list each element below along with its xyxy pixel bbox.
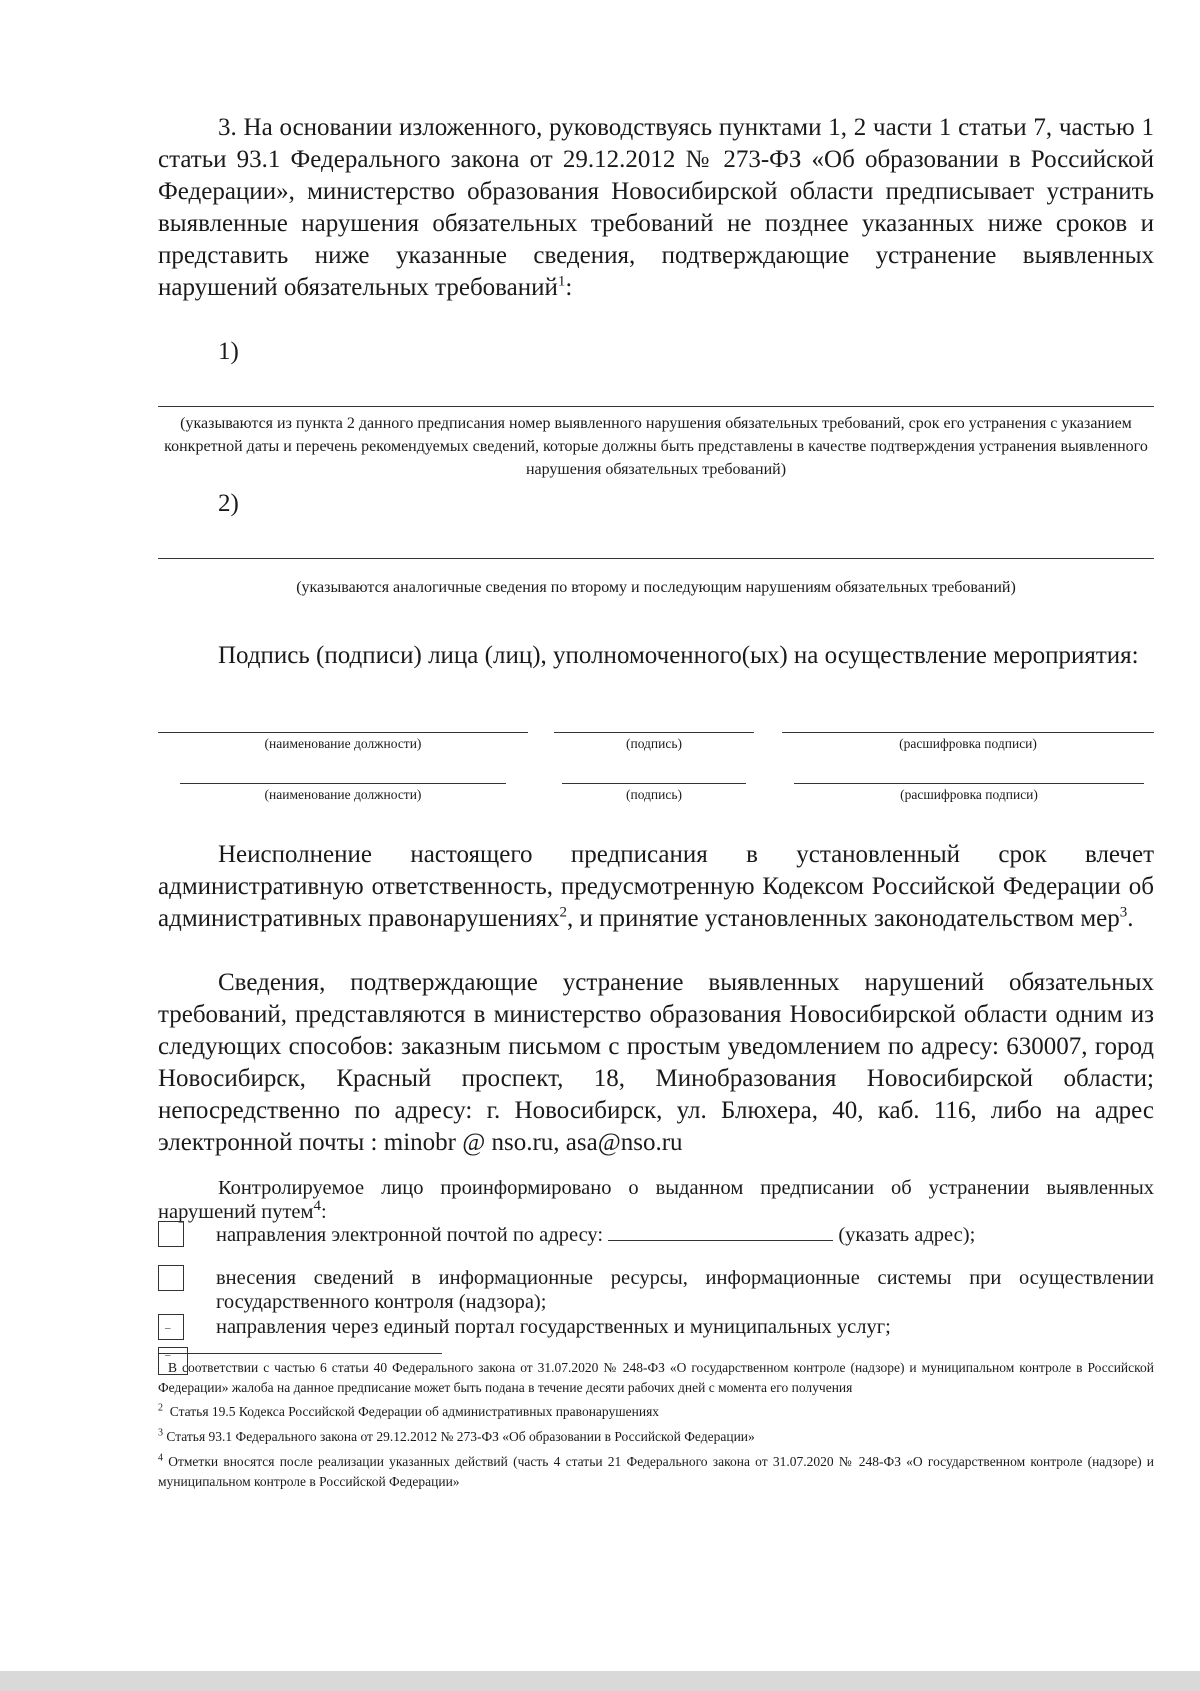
footnote-ref-1: 1 bbox=[557, 273, 566, 290]
footnote-1 bbox=[158, 1358, 1154, 1398]
footnote-4 bbox=[158, 1452, 1154, 1492]
decode-caption: (расшифровка подписи) bbox=[899, 736, 1037, 751]
footnote-4-number: 4 bbox=[158, 1452, 163, 1464]
scan-bottom-band bbox=[0, 1671, 1200, 1691]
decode-line bbox=[794, 783, 1144, 784]
position-field bbox=[158, 732, 528, 752]
footnote-1-text: В соответствии с частью 6 статьи 40 Федерального закона от 31.07.2020 № 248-ФЗ «О государственном контроле (надзоре) и муниципальном контроле в Российской Федерации» жалоба на данное предписание может быть подана в течение десяти рабочих дней с момента его получения bbox=[158, 1360, 1154, 1395]
item-1-fill-line bbox=[158, 406, 1154, 407]
option-email-text: направления электронной почтой по адресу: bbox=[216, 1224, 604, 1246]
non-compliance-paragraph bbox=[158, 839, 1154, 935]
submission-paragraph: Сведения, подтверждающие устранение выявленных нарушений обязательных требований, представляются в министерство образования Новосибирской области одним из следующих способов: заказным письмом с простым уведомлением по адресу: 630007, город Новосибирск, Красный проспект, 18, Минобразования Новосибирской области; непосредственно по адресу: г. Новосибирск, ул. Блюхера, 40, каб. 116, либо на адрес электронной почты : minobr @ nso.ru, asa@nso.ru bbox=[158, 969, 1154, 1156]
item-2-hint: (указываются аналогичные сведения по второму и последующим нарушениям обязательных требований) bbox=[296, 579, 1016, 596]
option-info-systems bbox=[158, 1266, 1154, 1314]
section-3-text: 3. На основании изложенного, руководствуясь пунктами 1, 2 части 1 статьи 7, частью 1 статьи 93.1 Федерального закона от 29.12.2012 № 273-ФЗ «Об образовании в Российской Федерации», министерство образования Новосибирской области предписывает устранить выявленные нарушения обязательных требований не позднее указанных ниже сроков и представить ниже указанные сведения, подтверждающие устранение выявленных нарушений обязательных требований bbox=[158, 114, 1154, 301]
signature-row-1 bbox=[158, 732, 1154, 760]
footnote-3-number: 3 bbox=[158, 1427, 163, 1439]
notification-intro-tail: : bbox=[320, 1201, 327, 1223]
notification-intro-text: Контролируемое лицо проинформировано о выданном предписании об устранении выявленных нарушений путем bbox=[158, 1177, 1154, 1223]
signature-field bbox=[554, 732, 754, 752]
footnote-3-text: Статья 93.1 Федерального закона от 29.12.2012 № 273-ФЗ «Об образовании в Российской Федерации» bbox=[166, 1429, 755, 1444]
position-caption: (наименование должности) bbox=[264, 736, 422, 751]
footnote-ref-3: 3 bbox=[1119, 904, 1128, 921]
position-line bbox=[180, 783, 506, 784]
email-address-blank[interactable] bbox=[608, 1222, 833, 1241]
footnote-3 bbox=[158, 1427, 1154, 1447]
decode-caption: (расшифровка подписи) bbox=[900, 787, 1038, 802]
footnote-ref-2: 2 bbox=[559, 904, 567, 921]
footnote-ref-4: 4 bbox=[313, 1198, 321, 1215]
option-portal-text: направления через единый портал государственных и муниципальных услуг; bbox=[216, 1316, 891, 1338]
signature-field bbox=[562, 783, 746, 803]
portal-checkbox[interactable] bbox=[158, 1314, 184, 1340]
non-compliance-text-a: Неисполнение настоящего предписания в установленный срок влечет административную ответственность, предусмотренную Кодексом Российской Федерации об административных правонарушениях bbox=[158, 841, 1154, 932]
signature-row-2 bbox=[158, 783, 1154, 811]
footnote-2-number: 2 bbox=[158, 1402, 163, 1414]
footnote-2 bbox=[158, 1402, 1154, 1422]
option-email bbox=[158, 1222, 1154, 1247]
decode-field bbox=[794, 783, 1144, 803]
position-field bbox=[180, 783, 506, 803]
non-compliance-text-c: . bbox=[1127, 905, 1134, 932]
notification-intro bbox=[158, 1176, 1154, 1224]
item-2-number: 2) bbox=[218, 490, 239, 517]
section-3-tail: : bbox=[565, 274, 573, 301]
non-compliance-text-b: , и принятие установленных законодательством мер bbox=[566, 905, 1120, 932]
dash-mark-icon: – bbox=[165, 1322, 171, 1334]
section-3-paragraph bbox=[158, 112, 1154, 304]
signature-line bbox=[562, 783, 746, 784]
position-line bbox=[158, 732, 528, 733]
decode-line bbox=[782, 732, 1154, 733]
option-info-systems-text: внесения сведений в информационные ресурсы, информационные системы при осуществлении государственного контроля (надзора); bbox=[216, 1267, 1154, 1313]
position-caption: (наименование должности) bbox=[264, 787, 422, 802]
email-checkbox[interactable] bbox=[158, 1221, 184, 1247]
option-portal bbox=[158, 1315, 1154, 1339]
signature-caption: (подпись) bbox=[625, 787, 683, 802]
signature-heading: Подпись (подписи) лица (лиц), уполномоченного(ых) на осуществление мероприятия: bbox=[218, 642, 1139, 669]
footnote-4-text: Отметки вносятся после реализации указанных действий (часть 4 статьи 21 Федерального закона от 31.07.2020 № 248-ФЗ «О государственном контроле (надзоре) и муниципальном контроле в Российской Федерации» bbox=[158, 1454, 1155, 1489]
item-1-number: 1) bbox=[218, 338, 239, 365]
signature-caption: (подпись) bbox=[625, 736, 683, 751]
item-1-hint: (указываются из пункта 2 данного предписания номер выявленного нарушения обязательных требований, срок его устранения с указанием конкретной даты и перечень рекомендуемых сведений, которые должны быть представлены в качестве подтверждения устранения выявленного нарушения обязательных требований) bbox=[164, 415, 1148, 478]
footnote-2-text: Статья 19.5 Кодекса Российской Федерации об административных правонарушениях bbox=[169, 1404, 660, 1419]
dash-mark-icon: – bbox=[165, 1349, 171, 1361]
info-systems-checkbox[interactable] bbox=[158, 1265, 184, 1291]
footnote-separator bbox=[158, 1353, 442, 1354]
signature-line bbox=[554, 732, 754, 733]
item-2-fill-line bbox=[158, 558, 1154, 559]
option-email-hint: (указать адрес); bbox=[838, 1224, 976, 1246]
decode-field bbox=[782, 732, 1154, 752]
